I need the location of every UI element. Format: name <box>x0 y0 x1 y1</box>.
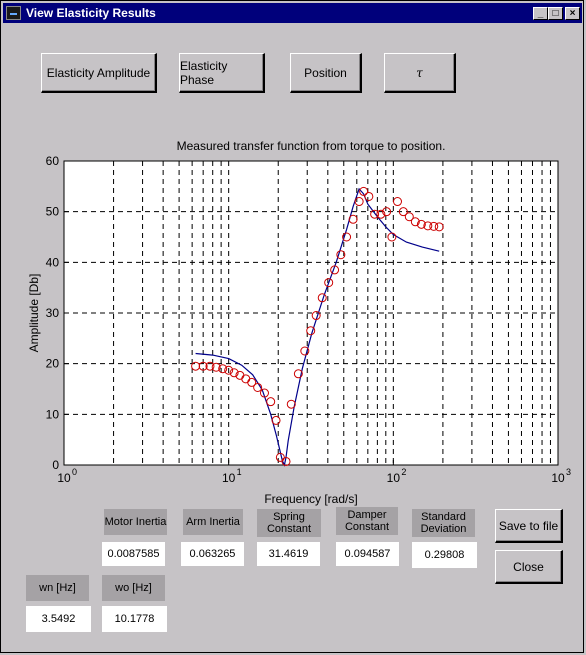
standard-deviation-label-text: Standard Deviation <box>420 511 467 535</box>
y-tick-label: 60 <box>45 154 59 168</box>
y-axis-label: Amplitude [Db] <box>27 273 41 353</box>
y-tick-label: 0 <box>52 458 59 472</box>
minimize-icon[interactable]: _ <box>533 7 548 20</box>
x-tick-label: 10 <box>386 471 401 485</box>
elasticity-amplitude-label: Elasticity Amplitude <box>46 65 151 80</box>
arm-inertia-label: Arm Inertia <box>183 509 243 535</box>
x-tick-exponent: 1 <box>236 467 242 477</box>
y-tick-label: 40 <box>45 255 59 270</box>
position-label: Position <box>304 65 347 80</box>
x-tick-exponent: 3 <box>566 467 572 477</box>
damper-constant-label <box>336 507 398 535</box>
close-label: Close <box>513 559 544 574</box>
y-tick-label: 50 <box>45 204 59 219</box>
spring-constant-value: 31.4619 <box>257 542 320 566</box>
x-tick-label: 10 <box>57 471 71 485</box>
x-tick-label: 10 <box>221 471 236 485</box>
y-tick-label: 10 <box>45 407 59 422</box>
wn-value: 3.5492 <box>26 606 91 632</box>
maximize-icon[interactable]: □ <box>548 7 563 20</box>
wo-label: wo [Hz] <box>102 575 165 601</box>
wn-label: wn [Hz] <box>26 575 89 601</box>
x-tick-label: 10 <box>551 471 565 485</box>
motor-inertia-label: Motor Inertia <box>104 509 167 535</box>
chart-title: Measured transfer function from torque to position. <box>176 139 446 153</box>
save-to-file-button[interactable] <box>495 509 563 543</box>
motor-inertia-value: 0.0087585 <box>102 542 165 566</box>
damper-constant-label-text: Damper Constant <box>344 509 390 533</box>
spring-constant-label <box>257 509 321 537</box>
elasticity-phase-label: Elasticity Phase <box>180 58 228 87</box>
x-tick-exponent: 0 <box>72 467 78 477</box>
transfer-function-chart <box>1 1 586 511</box>
spring-constant-label-text: Spring Constant <box>266 511 312 535</box>
x-axis-label: Frequency [rad/s] <box>264 492 358 506</box>
x-tick-exponent: 2 <box>401 467 407 477</box>
close-icon[interactable]: × <box>565 7 580 20</box>
y-tick-label: 30 <box>45 306 59 320</box>
close-button[interactable] <box>495 550 563 584</box>
standard-deviation-value: 0.29808 <box>412 542 477 568</box>
standard-deviation-label <box>412 509 475 537</box>
save-to-file-label: Save to file <box>498 518 559 533</box>
tau-label: τ <box>416 65 423 80</box>
window-title: View Elasticity Results <box>26 6 156 20</box>
wo-value: 10.1778 <box>102 606 167 632</box>
damper-constant-value: 0.094587 <box>336 542 399 566</box>
arm-inertia-value: 0.063265 <box>181 542 244 566</box>
y-tick-label: 20 <box>45 356 59 371</box>
